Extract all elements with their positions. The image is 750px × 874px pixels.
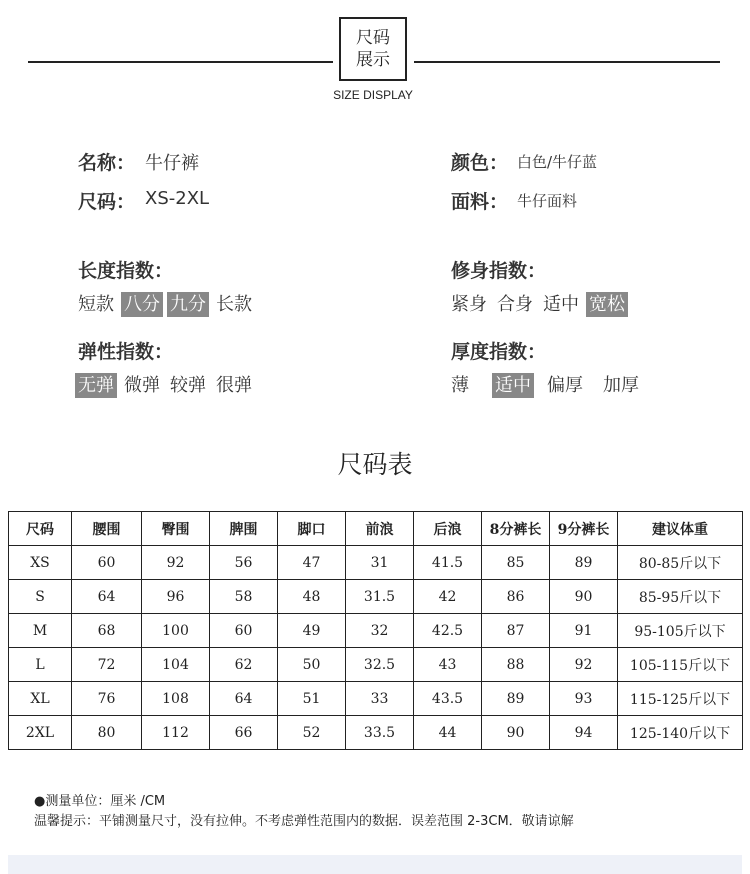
elasticity-option: 微弹 (124, 375, 160, 396)
table-cell: 44 (414, 716, 482, 750)
column-header: 8分裤长 (482, 512, 550, 546)
table-cell: 100 (142, 614, 210, 648)
size-cell: M (9, 614, 72, 648)
table-header-row (9, 512, 743, 546)
thickness-index-label: 厚度指数： (451, 341, 547, 363)
table-cell: 96 (142, 580, 210, 614)
table-cell: 80 (72, 716, 142, 750)
table-cell: 87 (482, 614, 550, 648)
measurement-tip-note: 温馨提示：平铺测量尺寸，没有拉伸。不考虑弹性范围内的数据．误差范围 2-3CM．敬请谅解 (34, 814, 574, 829)
fit-option: 宽松 (586, 292, 628, 317)
thickness-option: 适中 (492, 373, 534, 398)
length-option: 短款 (78, 294, 114, 315)
column-header: 臀围 (142, 512, 210, 546)
size-value: XS-2XL (145, 188, 210, 209)
length-index-label: 长度指数： (78, 260, 174, 282)
table-cell: 108 (142, 682, 210, 716)
fit-option: 适中 (543, 294, 579, 315)
table-cell: 43.5 (414, 682, 482, 716)
thickness-option: 加厚 (603, 375, 639, 396)
table-cell: 92 (142, 546, 210, 580)
length-index-options (75, 292, 259, 317)
color-label: 颜色： (451, 152, 509, 174)
elasticity-index-label: 弹性指数： (78, 341, 174, 363)
table-cell: 50 (278, 648, 346, 682)
table-cell: 47 (278, 546, 346, 580)
thickness-option: 薄 (451, 375, 469, 396)
size-cell: XS (9, 546, 72, 580)
table-cell: 66 (210, 716, 278, 750)
table-cell: 94 (550, 716, 618, 750)
table-cell: 93 (550, 682, 618, 716)
fit-index-label: 修身指数： (451, 260, 547, 282)
column-header: 前浪 (346, 512, 414, 546)
column-header: 9分裤长 (550, 512, 618, 546)
elasticity-option: 较弹 (170, 375, 206, 396)
length-option: 长款 (216, 294, 252, 315)
weight-cell: 105-115斤以下 (618, 648, 743, 682)
table-row (9, 546, 743, 580)
table-cell: 104 (142, 648, 210, 682)
weight-cell: 125-140斤以下 (618, 716, 743, 750)
table-cell: 89 (482, 682, 550, 716)
header-title-line2: 展示 (356, 50, 390, 70)
table-cell: 43 (414, 648, 482, 682)
weight-cell: 115-125斤以下 (618, 682, 743, 716)
header-line-left (28, 61, 333, 63)
table-cell: 60 (210, 614, 278, 648)
thickness-index-options (448, 373, 646, 398)
elasticity-option: 很弹 (216, 375, 252, 396)
header-line-right (414, 61, 720, 63)
table-cell: 33 (346, 682, 414, 716)
table-cell: 51 (278, 682, 346, 716)
elasticity-option: 无弹 (75, 373, 117, 398)
table-cell: 90 (482, 716, 550, 750)
table-cell: 33.5 (346, 716, 414, 750)
table-cell: 64 (72, 580, 142, 614)
table-cell: 31.5 (346, 580, 414, 614)
table-cell: 42.5 (414, 614, 482, 648)
table-cell: 85 (482, 546, 550, 580)
table-row (9, 580, 743, 614)
table-cell: 72 (72, 648, 142, 682)
thickness-option: 偏厚 (547, 375, 583, 396)
size-label: 尺码： (78, 191, 136, 213)
name-label: 名称： (78, 152, 136, 174)
table-cell: 31 (346, 546, 414, 580)
size-table-title: 尺码表 (337, 450, 413, 479)
weight-cell: 95-105斤以下 (618, 614, 743, 648)
size-cell: L (9, 648, 72, 682)
color-value: 白色/牛仔蓝 (517, 153, 598, 171)
table-cell: 89 (550, 546, 618, 580)
table-cell: 76 (72, 682, 142, 716)
header-subtitle: SIZE DISPLAY (333, 88, 413, 102)
table-cell: 49 (278, 614, 346, 648)
table-cell: 58 (210, 580, 278, 614)
weight-cell: 85-95斤以下 (618, 580, 743, 614)
table-row (9, 716, 743, 750)
table-cell: 86 (482, 580, 550, 614)
fabric-label: 面料： (451, 191, 509, 213)
column-header: 腰围 (72, 512, 142, 546)
table-cell: 32 (346, 614, 414, 648)
fabric-value: 牛仔面料 (517, 192, 578, 210)
table-cell: 91 (550, 614, 618, 648)
table-cell: 52 (278, 716, 346, 750)
size-cell: XL (9, 682, 72, 716)
length-option: 九分 (167, 292, 209, 317)
table-cell: 88 (482, 648, 550, 682)
table-cell: 60 (72, 546, 142, 580)
fit-option: 紧身 (451, 294, 487, 315)
column-header: 后浪 (414, 512, 482, 546)
measurement-unit-note: ●测量单位：厘米 /CM (34, 794, 166, 809)
column-header: 脾围 (210, 512, 278, 546)
size-cell: 2XL (9, 716, 72, 750)
weight-cell: 80-85斤以下 (618, 546, 743, 580)
table-cell: 48 (278, 580, 346, 614)
column-header: 脚口 (278, 512, 346, 546)
table-cell: 41.5 (414, 546, 482, 580)
size-cell: S (9, 580, 72, 614)
table-row (9, 682, 743, 716)
fit-index-options (448, 292, 632, 317)
footer-band (8, 855, 742, 874)
table-row (9, 614, 743, 648)
fit-option: 合身 (497, 294, 533, 315)
table-cell: 32.5 (346, 648, 414, 682)
size-table (8, 511, 743, 750)
header-title-line1: 尺码 (356, 28, 390, 48)
header-title-box (339, 17, 407, 81)
table-cell: 62 (210, 648, 278, 682)
table-cell: 68 (72, 614, 142, 648)
column-header: 尺码 (9, 512, 72, 546)
table-cell: 112 (142, 716, 210, 750)
table-cell: 56 (210, 546, 278, 580)
column-header: 建议体重 (618, 512, 743, 546)
table-cell: 42 (414, 580, 482, 614)
length-option: 八分 (121, 292, 163, 317)
table-row (9, 648, 743, 682)
table-cell: 64 (210, 682, 278, 716)
table-cell: 92 (550, 648, 618, 682)
elasticity-index-options (75, 373, 259, 398)
name-value: 牛仔裤 (145, 153, 199, 174)
table-cell: 90 (550, 580, 618, 614)
